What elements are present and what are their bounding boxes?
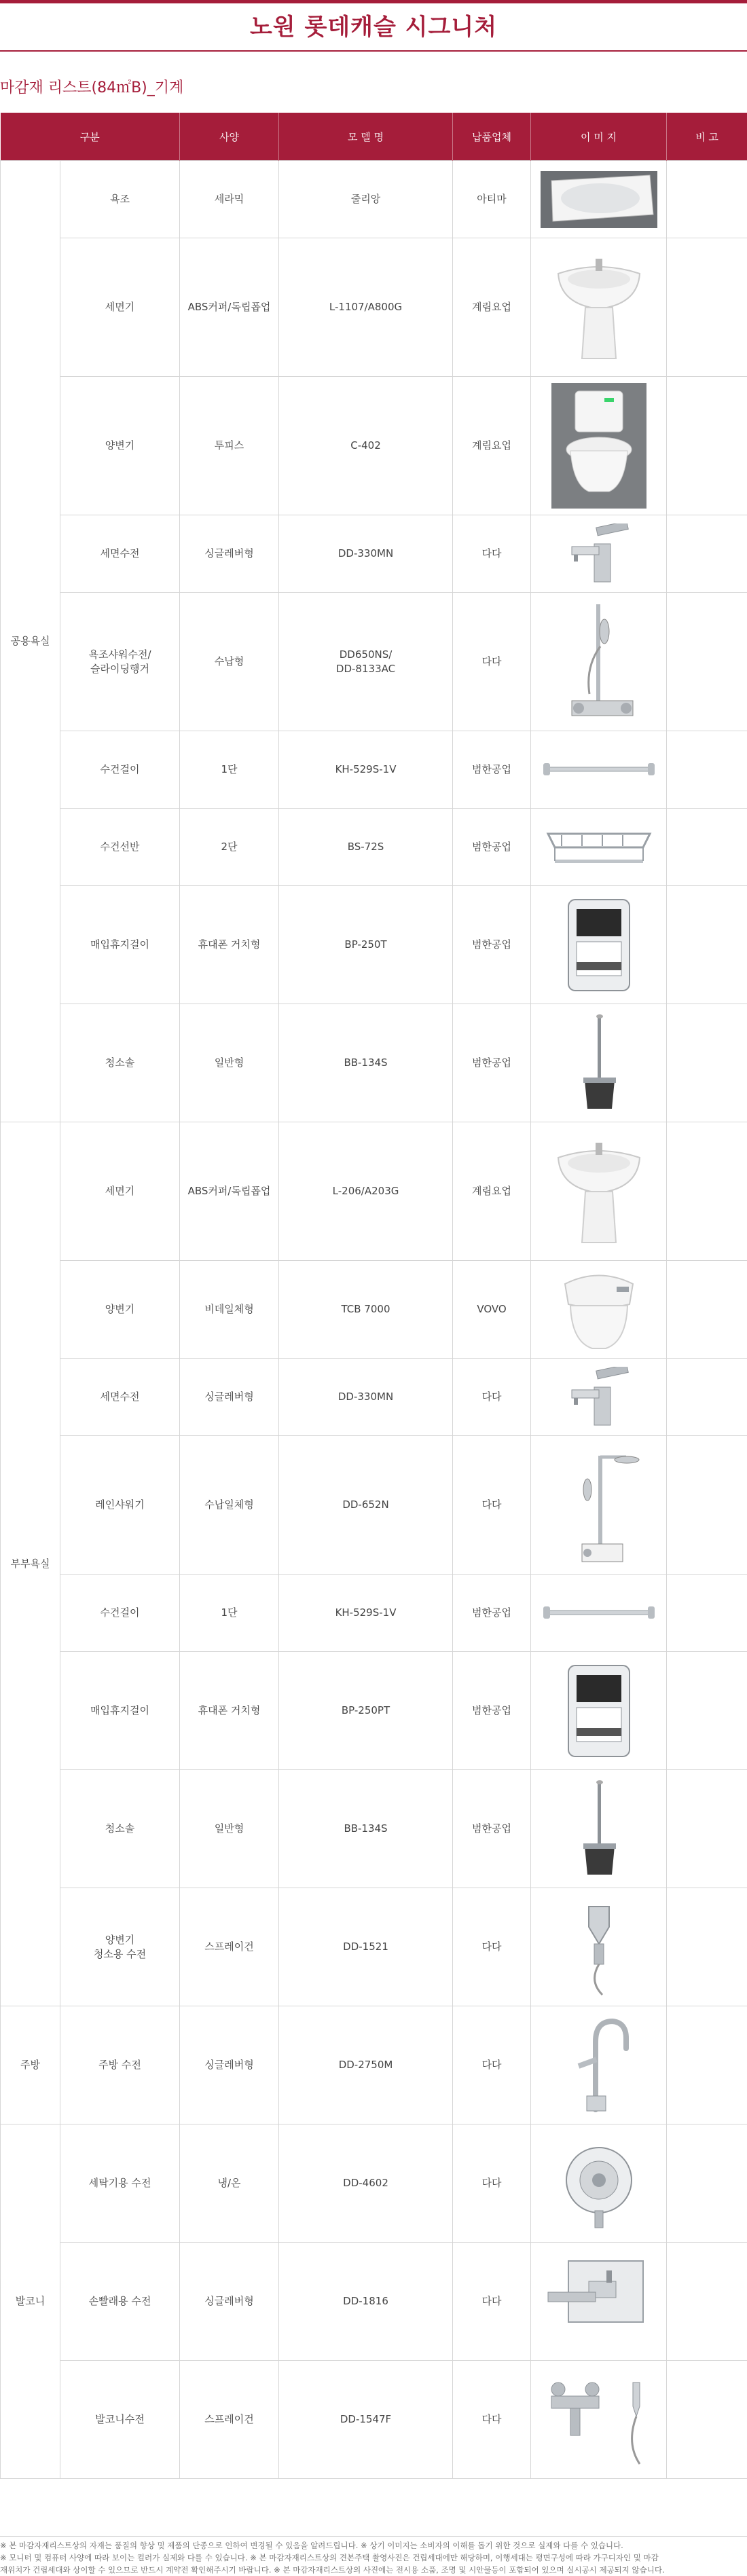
item-spec: 1단	[180, 731, 279, 809]
item-name: 레인샤워기	[60, 1436, 180, 1575]
model-name: KH-529S-1V	[279, 731, 453, 809]
toilet-brush-icon	[534, 1778, 663, 1880]
item-spec: 수납일체형	[180, 1436, 279, 1575]
product-image	[531, 377, 667, 515]
header-image: 이 미 지	[531, 113, 667, 161]
table-row	[1, 1575, 747, 1652]
note-cell	[667, 1888, 747, 2006]
model-name: BP-250PT	[279, 1652, 453, 1770]
header-model: 모 델 명	[279, 113, 453, 161]
note-cell	[667, 377, 747, 515]
note-cell	[667, 2124, 747, 2243]
product-image	[531, 2124, 667, 2243]
note-cell	[667, 731, 747, 809]
footnote-line: ※ 본 마감자재리스트상의 자재는 품질의 향상 및 제품의 단종으로 인하여 변경될 수 있음을 알려드립니다. ※ 상기 이미지는 소비자의 이해를 돕기 위한 것으로 실제와 다를 수 있습니다.	[0, 2539, 747, 2552]
item-name: 주방 수전	[60, 2006, 180, 2124]
item-spec: 싱글레버형	[180, 1359, 279, 1436]
vendor-name: 다다	[453, 2124, 531, 2243]
note-cell	[667, 238, 747, 377]
model-name: DD-1816	[279, 2243, 453, 2361]
model-name: DD-1547F	[279, 2361, 453, 2479]
table-row	[1, 1888, 747, 2006]
product-image	[531, 2243, 667, 2361]
group-label: 발코니	[1, 2124, 60, 2479]
model-name: DD-2750M	[279, 2006, 453, 2124]
table-row	[1, 2361, 747, 2479]
product-image	[531, 161, 667, 238]
item-name: 수건걸이	[60, 731, 180, 809]
item-spec: ABS커퍼/독립폽업	[180, 1122, 279, 1261]
item-spec: 싱글레버형	[180, 515, 279, 593]
item-name: 세면수전	[60, 1359, 180, 1436]
item-spec: 싱글레버형	[180, 2006, 279, 2124]
table-row	[1, 1770, 747, 1888]
product-image	[531, 2361, 667, 2479]
note-cell	[667, 1122, 747, 1261]
item-spec: 투피스	[180, 377, 279, 515]
note-cell	[667, 1004, 747, 1122]
model-name: L-1107/A800G	[279, 238, 453, 377]
item-name: 청소솔	[60, 1770, 180, 1888]
item-name: 양변기	[60, 1261, 180, 1359]
wall-faucet-icon	[534, 2254, 663, 2349]
item-spec: 수납형	[180, 593, 279, 731]
note-cell	[667, 886, 747, 1004]
item-name: 청소솔	[60, 1004, 180, 1122]
bidet-toilet-icon	[534, 1264, 663, 1355]
model-name: 줄리앙	[279, 161, 453, 238]
model-name: DD-652N	[279, 1436, 453, 1575]
table-body	[1, 161, 747, 2479]
note-cell	[667, 2243, 747, 2361]
model-name: KH-529S-1V	[279, 1575, 453, 1652]
note-cell	[667, 2361, 747, 2479]
item-name: 손빨래용 수전	[60, 2243, 180, 2361]
vendor-name: 다다	[453, 2361, 531, 2479]
item-name: 매입휴지걸이	[60, 1652, 180, 1770]
paper-holder-icon	[534, 1660, 663, 1762]
table-row	[1, 1122, 747, 1261]
note-cell	[667, 1359, 747, 1436]
model-name: C-402	[279, 377, 453, 515]
product-image	[531, 1770, 667, 1888]
item-spec: 스프레이건	[180, 2361, 279, 2479]
model-name: DD-330MN	[279, 1359, 453, 1436]
faucet-icon	[534, 1367, 663, 1428]
note-cell	[667, 1436, 747, 1575]
note-cell	[667, 1261, 747, 1359]
model-name: TCB 7000	[279, 1261, 453, 1359]
vendor-name: 다다	[453, 1359, 531, 1436]
item-name: 세면기	[60, 1122, 180, 1261]
product-image	[531, 1436, 667, 1575]
item-spec: 2단	[180, 809, 279, 886]
bathtub-icon	[534, 167, 663, 232]
page-title: 노원 롯데캐슬 시그니처	[0, 7, 747, 48]
model-name: DD-4602	[279, 2124, 453, 2243]
note-cell	[667, 515, 747, 593]
product-image	[531, 238, 667, 377]
header-note: 비 고	[667, 113, 747, 161]
item-spec: 스프레이건	[180, 1888, 279, 2006]
towel-bar-icon	[534, 1600, 663, 1627]
table-row	[1, 593, 747, 731]
washer-valve-icon	[534, 2133, 663, 2234]
product-image	[531, 515, 667, 593]
vendor-name: 다다	[453, 515, 531, 593]
vendor-name: 범한공업	[453, 731, 531, 809]
table-row	[1, 2124, 747, 2243]
vendor-name: 범한공업	[453, 1004, 531, 1122]
vendor-name: 다다	[453, 1436, 531, 1575]
model-name: BP-250T	[279, 886, 453, 1004]
model-name: BB-134S	[279, 1004, 453, 1122]
item-spec: 세라믹	[180, 161, 279, 238]
table-row	[1, 377, 747, 515]
model-name: DD650NS/ DD-8133AC	[279, 593, 453, 731]
product-image	[531, 1359, 667, 1436]
product-image	[531, 1888, 667, 2006]
item-spec: 비데일체형	[180, 1261, 279, 1359]
vendor-name: 다다	[453, 1888, 531, 2006]
finishing-material-table	[0, 113, 747, 2479]
item-name: 양변기 청소용 수전	[60, 1888, 180, 2006]
table-row	[1, 515, 747, 593]
item-spec: 일반형	[180, 1004, 279, 1122]
towel-shelf-icon	[534, 820, 663, 875]
note-cell	[667, 161, 747, 238]
product-image	[531, 1652, 667, 1770]
product-image	[531, 593, 667, 731]
item-name: 발코니수전	[60, 2361, 180, 2479]
towel-bar-icon	[534, 756, 663, 784]
item-spec: 싱글레버형	[180, 2243, 279, 2361]
model-name: DD-1521	[279, 1888, 453, 2006]
note-cell	[667, 1652, 747, 1770]
footnote-line: 재위치가 건립세대와 상이할 수 있으므로 반드시 계약전 확인해주시기 바랍니다. ※ 본 마감자재리스트상의 사진에는 전시용 소품, 조명 및 시안물등이 포함되어 있으며 실시공시 제공되지 않습니다.	[0, 2564, 747, 2576]
header-spec: 사양	[180, 113, 279, 161]
group-label: 공용욕실	[1, 161, 60, 1122]
model-name: DD-330MN	[279, 515, 453, 593]
footnotes	[0, 2536, 747, 2576]
table-header-row	[1, 113, 747, 161]
model-name: BS-72S	[279, 809, 453, 886]
product-image	[531, 1122, 667, 1261]
vendor-name: 범한공업	[453, 1652, 531, 1770]
washbasin-icon	[534, 246, 663, 369]
note-cell	[667, 1575, 747, 1652]
item-name: 욕조샤워수전/ 슬라이딩행거	[60, 593, 180, 731]
shower-bar-icon	[534, 599, 663, 724]
table-row	[1, 2006, 747, 2124]
washbasin-icon	[534, 1130, 663, 1253]
paper-holder-icon	[534, 894, 663, 996]
footnote-line: ※ 모니터 및 컴퓨터 사양에 따라 보이는 컬러가 실제와 다를 수 있습니다. ※ 본 마감자재리스트상의 견본주택 촬영사진은 건립세대에만 해당하며, 이행세대는 평면구성에 따라 가구디자인 및 마감	[0, 2552, 747, 2564]
item-spec: 휴대폰 거치형	[180, 886, 279, 1004]
table-row	[1, 1652, 747, 1770]
item-name: 세면수전	[60, 515, 180, 593]
vendor-name: 범한공업	[453, 886, 531, 1004]
item-name: 욕조	[60, 161, 180, 238]
note-cell	[667, 809, 747, 886]
product-image	[531, 1261, 667, 1359]
product-image	[531, 2006, 667, 2124]
table-row	[1, 1359, 747, 1436]
header-category: 구분	[1, 113, 180, 161]
group-label: 부부욕실	[1, 1122, 60, 2006]
vendor-name: 범한공업	[453, 1770, 531, 1888]
item-name: 매입휴지걸이	[60, 886, 180, 1004]
item-spec: 일반형	[180, 1770, 279, 1888]
product-image	[531, 886, 667, 1004]
rain-shower-icon	[534, 1442, 663, 1568]
item-spec: 휴대폰 거치형	[180, 1652, 279, 1770]
table-row	[1, 1004, 747, 1122]
item-name: 세탁기용 수전	[60, 2124, 180, 2243]
model-name: BB-134S	[279, 1770, 453, 1888]
table-row	[1, 731, 747, 809]
toilet-icon	[534, 383, 663, 509]
vendor-name: 범한공업	[453, 1575, 531, 1652]
header-vendor: 납품업체	[453, 113, 531, 161]
vendor-name: 계림요업	[453, 238, 531, 377]
vendor-name: 다다	[453, 2006, 531, 2124]
item-name: 세면기	[60, 238, 180, 377]
balcony-faucet-icon	[534, 2369, 663, 2471]
item-name: 양변기	[60, 377, 180, 515]
vendor-name: 다다	[453, 2243, 531, 2361]
title-bottom-rule	[0, 50, 747, 52]
spray-gun-icon	[534, 1896, 663, 1998]
list-subtitle: 마감재 리스트(84㎡B)_기계	[0, 76, 183, 97]
item-spec: ABS커퍼/독립폽업	[180, 238, 279, 377]
item-name: 수건걸이	[60, 1575, 180, 1652]
table-row	[1, 161, 747, 238]
note-cell	[667, 1770, 747, 1888]
faucet-icon	[534, 523, 663, 585]
product-image	[531, 1575, 667, 1652]
item-spec: 냉/온	[180, 2124, 279, 2243]
title-top-rule	[0, 0, 747, 3]
vendor-name: 아티마	[453, 161, 531, 238]
item-spec: 1단	[180, 1575, 279, 1652]
vendor-name: 범한공업	[453, 809, 531, 886]
vendor-name: 계림요업	[453, 377, 531, 515]
table-row	[1, 886, 747, 1004]
table-row	[1, 809, 747, 886]
product-image	[531, 1004, 667, 1122]
vendor-name: 계림요업	[453, 1122, 531, 1261]
group-label: 주방	[1, 2006, 60, 2124]
model-name: L-206/A203G	[279, 1122, 453, 1261]
table-row	[1, 238, 747, 377]
table-row	[1, 1436, 747, 1575]
product-image	[531, 809, 667, 886]
table-row	[1, 2243, 747, 2361]
toilet-brush-icon	[534, 1012, 663, 1114]
note-cell	[667, 593, 747, 731]
vendor-name: 다다	[453, 593, 531, 731]
vendor-name: VOVO	[453, 1261, 531, 1359]
product-image	[531, 731, 667, 809]
kitchen-faucet-icon	[534, 2014, 663, 2116]
note-cell	[667, 2006, 747, 2124]
item-name: 수건선반	[60, 809, 180, 886]
table-row	[1, 1261, 747, 1359]
